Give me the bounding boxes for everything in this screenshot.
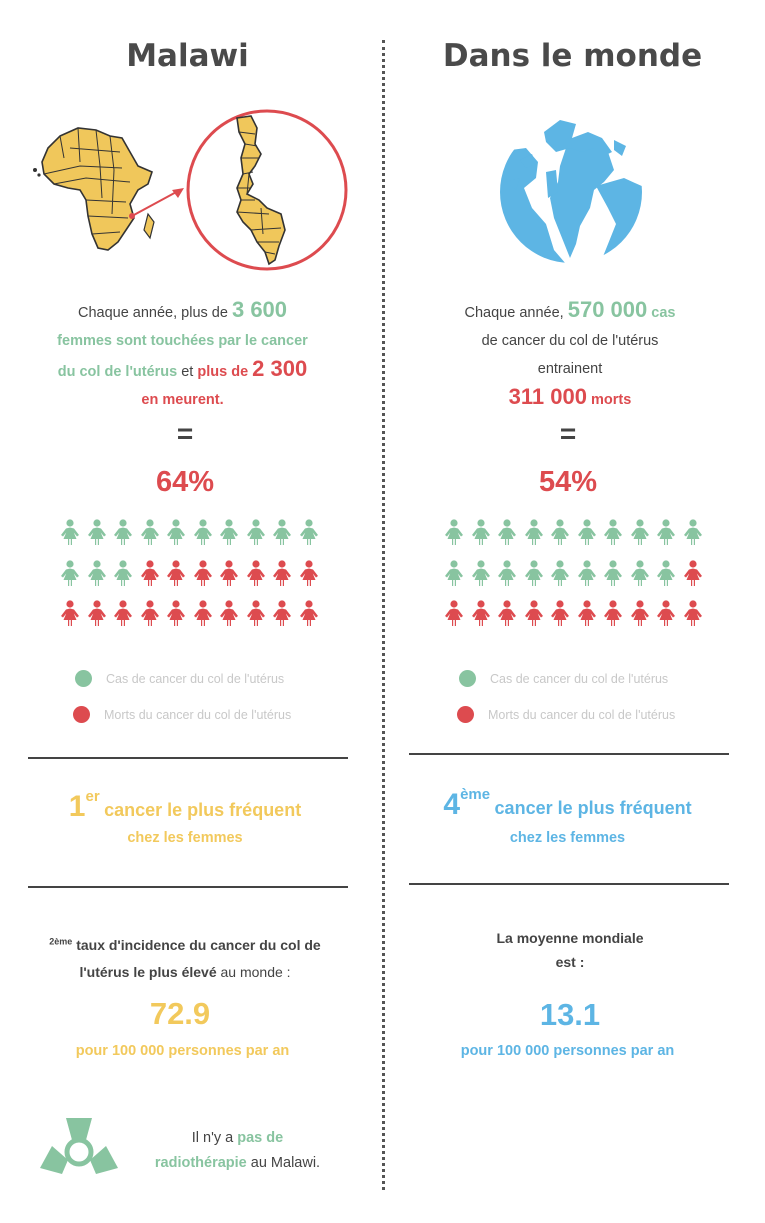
radio-c: radiothérapie: [154, 1155, 247, 1171]
death-woman-icon: [163, 560, 190, 601]
world-rank: [400, 788, 735, 846]
case-woman-icon: [574, 560, 601, 601]
death-woman-icon: [680, 600, 707, 641]
case-woman-icon: [468, 519, 495, 560]
malawi-percent: 64%: [155, 466, 215, 498]
case-woman-icon: [680, 519, 707, 560]
world-person-grid: [441, 519, 706, 641]
death-woman-icon: [600, 600, 627, 641]
death-woman-icon: [137, 560, 164, 601]
legend-deaths-dot: [457, 706, 474, 723]
case-woman-icon: [269, 519, 296, 560]
legend-right: [457, 670, 675, 723]
legend-cases-label: Cas de cancer du col de l'utérus: [106, 671, 285, 686]
death-woman-icon: [190, 560, 217, 601]
legend-cases-dot: [75, 670, 92, 687]
stat-world-cases-value: 570 000: [567, 297, 648, 322]
rank-suffix: ème: [460, 786, 491, 803]
stat-r1a: Chaque année,: [464, 305, 568, 321]
equals-sign-right: =: [559, 418, 577, 449]
legend-deaths-left: [73, 706, 291, 723]
legend-deaths-label: Morts du cancer du col de l'utérus: [104, 707, 292, 722]
world-average-value: 13.1: [539, 997, 601, 1032]
case-woman-icon: [653, 560, 680, 601]
case-woman-icon: [600, 560, 627, 601]
case-woman-icon: [521, 519, 548, 560]
world-average-text: [410, 926, 730, 974]
malawi-incidence-text: [15, 928, 355, 986]
rank-suffix: er: [85, 788, 100, 805]
death-woman-icon: [137, 600, 164, 641]
incidence-a: taux d'incidence du cancer du col de: [72, 936, 321, 953]
death-woman-icon: [163, 600, 190, 641]
legend-deaths-dot: [73, 706, 90, 723]
death-woman-icon: [84, 600, 111, 641]
stat-l3b: et: [177, 364, 198, 380]
stat-r3: entrainent: [537, 361, 603, 377]
column-divider: [382, 40, 385, 1190]
malawi-map-icon: [185, 108, 350, 273]
world-stat-text: [405, 296, 735, 414]
case-woman-icon: [441, 519, 468, 560]
title-malawi: Malawi: [126, 38, 249, 74]
death-woman-icon: [110, 600, 137, 641]
death-woman-icon: [243, 560, 270, 601]
case-woman-icon: [216, 519, 243, 560]
stat-l1a: Chaque année, plus de: [77, 305, 232, 321]
stat-l3a: du col de l'utérus: [57, 364, 178, 380]
rank-sub: chez les femmes: [127, 830, 243, 846]
separator-right-2: [409, 883, 729, 885]
death-woman-icon: [521, 600, 548, 641]
death-woman-icon: [296, 600, 323, 641]
case-woman-icon: [243, 519, 270, 560]
legend-left: [73, 670, 291, 723]
case-woman-icon: [110, 560, 137, 601]
case-woman-icon: [653, 519, 680, 560]
legend-deaths-right: [457, 706, 675, 723]
radio-b: pas de: [237, 1130, 284, 1146]
death-woman-icon: [574, 600, 601, 641]
death-woman-icon: [243, 600, 270, 641]
death-woman-icon: [216, 560, 243, 601]
legend-deaths-label: Morts du cancer du col de l'utérus: [488, 707, 676, 722]
case-woman-icon: [137, 519, 164, 560]
legend-cases-right: [459, 670, 675, 687]
rank-sub: chez les femmes: [509, 830, 626, 846]
case-woman-icon: [110, 519, 137, 560]
death-woman-icon: [441, 600, 468, 641]
case-woman-icon: [627, 519, 654, 560]
globe-icon: [496, 112, 646, 264]
world-percent: 54%: [538, 466, 598, 498]
case-woman-icon: [296, 519, 323, 560]
rank-number: 1: [68, 790, 86, 823]
case-woman-icon: [57, 519, 84, 560]
radio-a: Il n'y a: [191, 1130, 238, 1146]
case-woman-icon: [600, 519, 627, 560]
case-woman-icon: [547, 560, 574, 601]
stat-l2: femmes sont touchées par le cancer: [57, 333, 308, 349]
rank-number: 4: [443, 788, 461, 821]
avg-a: La moyenne mondiale: [496, 930, 644, 946]
radiation-icon: [38, 1114, 120, 1186]
stat-l3c: plus de: [197, 364, 253, 380]
rank-text: cancer le plus fréquent: [104, 800, 302, 820]
incidence-b: l'utérus le plus élevé: [79, 963, 217, 980]
death-woman-icon: [269, 560, 296, 601]
stat-l4: en meurent.: [141, 392, 224, 408]
death-woman-icon: [269, 600, 296, 641]
separator-left-2: [28, 886, 348, 888]
malawi-rank: [20, 790, 350, 846]
legend-cases-dot: [459, 670, 476, 687]
avg-b: est :: [555, 954, 585, 970]
case-woman-icon: [190, 519, 217, 560]
case-woman-icon: [494, 560, 521, 601]
case-woman-icon: [441, 560, 468, 601]
death-woman-icon: [296, 560, 323, 601]
arrow-icon: [128, 180, 190, 220]
death-woman-icon: [190, 600, 217, 641]
stat-r1c: cas: [647, 305, 676, 321]
death-woman-icon: [494, 600, 521, 641]
incidence-c: au monde :: [216, 963, 291, 980]
legend-cases-left: [75, 670, 291, 687]
case-woman-icon: [84, 560, 111, 601]
death-woman-icon: [653, 600, 680, 641]
case-woman-icon: [574, 519, 601, 560]
case-woman-icon: [521, 560, 548, 601]
case-woman-icon: [57, 560, 84, 601]
radio-d: au Malawi.: [246, 1155, 321, 1171]
case-woman-icon: [494, 519, 521, 560]
death-woman-icon: [468, 600, 495, 641]
case-woman-icon: [84, 519, 111, 560]
legend-cases-label: Cas de cancer du col de l'utérus: [490, 671, 669, 686]
title-world: Dans le monde: [442, 38, 703, 74]
stat-r2: de cancer du col de l'utérus: [481, 333, 659, 349]
malawi-stat-text: [20, 296, 345, 414]
stat-cases-value: 3 600: [231, 297, 288, 322]
death-woman-icon: [680, 560, 707, 601]
stat-deaths-value: 2 300: [252, 356, 308, 381]
equals-sign-left: =: [176, 418, 194, 449]
death-woman-icon: [547, 600, 574, 641]
separator-right-1: [409, 753, 729, 755]
case-woman-icon: [547, 519, 574, 560]
separator-left-1: [28, 757, 348, 759]
stat-r4b: morts: [586, 392, 632, 408]
malawi-incidence-value: 72.9: [149, 996, 211, 1031]
stat-world-deaths-value: 311 000: [508, 384, 587, 409]
case-woman-icon: [163, 519, 190, 560]
case-woman-icon: [627, 560, 654, 601]
death-woman-icon: [57, 600, 84, 641]
case-woman-icon: [468, 560, 495, 601]
death-woman-icon: [216, 600, 243, 641]
death-woman-icon: [627, 600, 654, 641]
rank-text: cancer le plus fréquent: [494, 798, 692, 818]
radiotherapy-note: [130, 1126, 345, 1176]
malawi-incidence-unit: pour 100 000 personnes par an: [75, 1043, 290, 1059]
world-average-unit: pour 100 000 personnes par an: [460, 1043, 675, 1059]
incidence-sup: 2ème: [49, 936, 73, 946]
malawi-person-grid: [57, 519, 322, 641]
